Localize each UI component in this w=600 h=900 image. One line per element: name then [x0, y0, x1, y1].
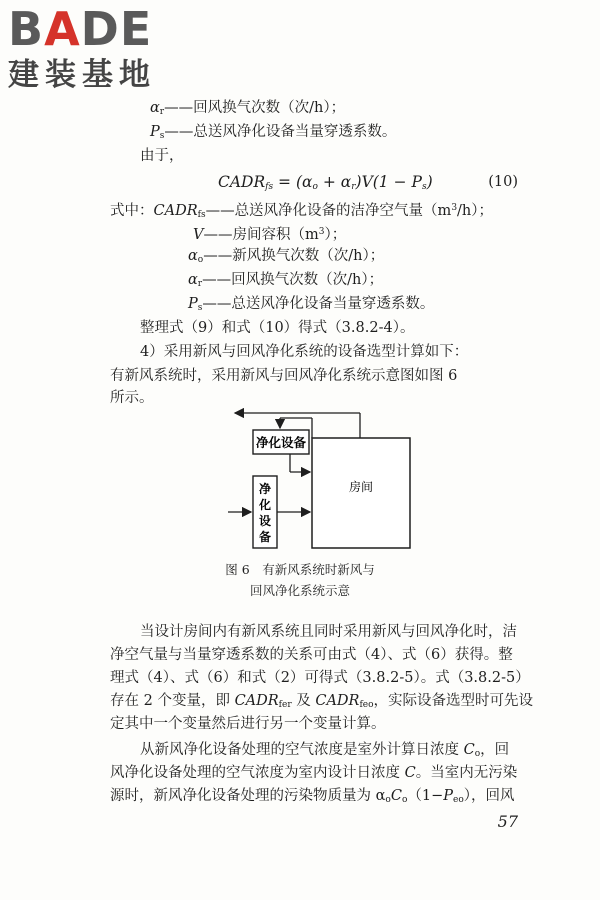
text-line: 有新风系统时，采用新风与回风净化系统示意图如图 6 — [110, 368, 458, 384]
text-line: $\alpha_r——$回风换气次数（次/h）； — [188, 272, 384, 289]
text-line: 由于， — [140, 148, 184, 164]
text-line: 所示。 — [110, 390, 154, 406]
text-line: 存在 2 个变量，即 $CADR_{fer}$ 及 $CADR_{feo}$，实际设备选型时可先设 — [110, 693, 534, 710]
text-line: $\alpha_o——$新风换气次数（次/h）； — [188, 248, 385, 265]
text-line: 风净化设备处理的空气浓度为室内设计日浓度 C。当室内无污染 — [110, 765, 518, 781]
purifier-left-char: 设 — [258, 514, 272, 528]
text-line: 式中：$CADR_{fs}——$总送风净化设备的洁净空气量$(m^3/h)$； — [110, 203, 494, 220]
logo-latin: BADE — [8, 2, 153, 56]
purifier-left-char: 备 — [258, 530, 272, 544]
text-line: 4）采用新风与回风净化系统的设备选型计算如下： — [140, 344, 469, 360]
text-line: 净空气量与当量穿透系数的关系可由式（4）、式（6）获得。整 — [110, 647, 513, 663]
purifier-left-char: 化 — [258, 498, 272, 512]
text-line: $P_s——$总送风净化设备当量穿透系数。 — [150, 124, 397, 141]
figure-caption: 图 6 有新风系统时新风与 — [225, 562, 375, 577]
text-line: 整理式（9）和式（10）得式（3.8.2-4）。 — [140, 320, 415, 336]
equation-number: (10) — [488, 174, 518, 190]
text-line: 定其中一个变量然后进行另一个变量计算。 — [110, 716, 386, 732]
text-line: 从新风净化设备处理的空气浓度是室外计算日浓度 $C_o$，回 — [140, 742, 510, 759]
figure-6-diagram — [225, 408, 425, 550]
text-line: $P_s——$总送风净化设备当量穿透系数。 — [188, 296, 435, 313]
text-line: 源时，新风净化设备处理的污染物质量为 $\alpha_oC_o(1-P_{eo})$，回风 — [110, 788, 515, 805]
figure-caption: 回风净化系统示意 — [249, 583, 350, 598]
page-number: 57 — [497, 812, 518, 831]
text-line: 理式（4）、式（6）和式（2）可得式（3.8.2-5）。式（3.8.2-5） — [110, 670, 530, 686]
room-label: 房间 — [348, 480, 374, 494]
logo-chinese: 建装基地 — [8, 57, 156, 93]
purifier-left-char: 净 — [258, 482, 272, 496]
purifier-top-label: 净化设备 — [255, 435, 307, 450]
text-line: V——房间容积$(m^3)$； — [193, 227, 347, 243]
text-line: 当设计房间内有新风系统且同时采用新风与回风净化时，洁 — [140, 624, 517, 640]
logo — [8, 4, 178, 92]
equation-10: $CADR_{fs} = (\alpha_o + \alpha_r)V(1 - P_s)$ — [218, 173, 433, 192]
text-line: $\alpha_r——$回风换气次数（次/h）； — [150, 100, 346, 117]
